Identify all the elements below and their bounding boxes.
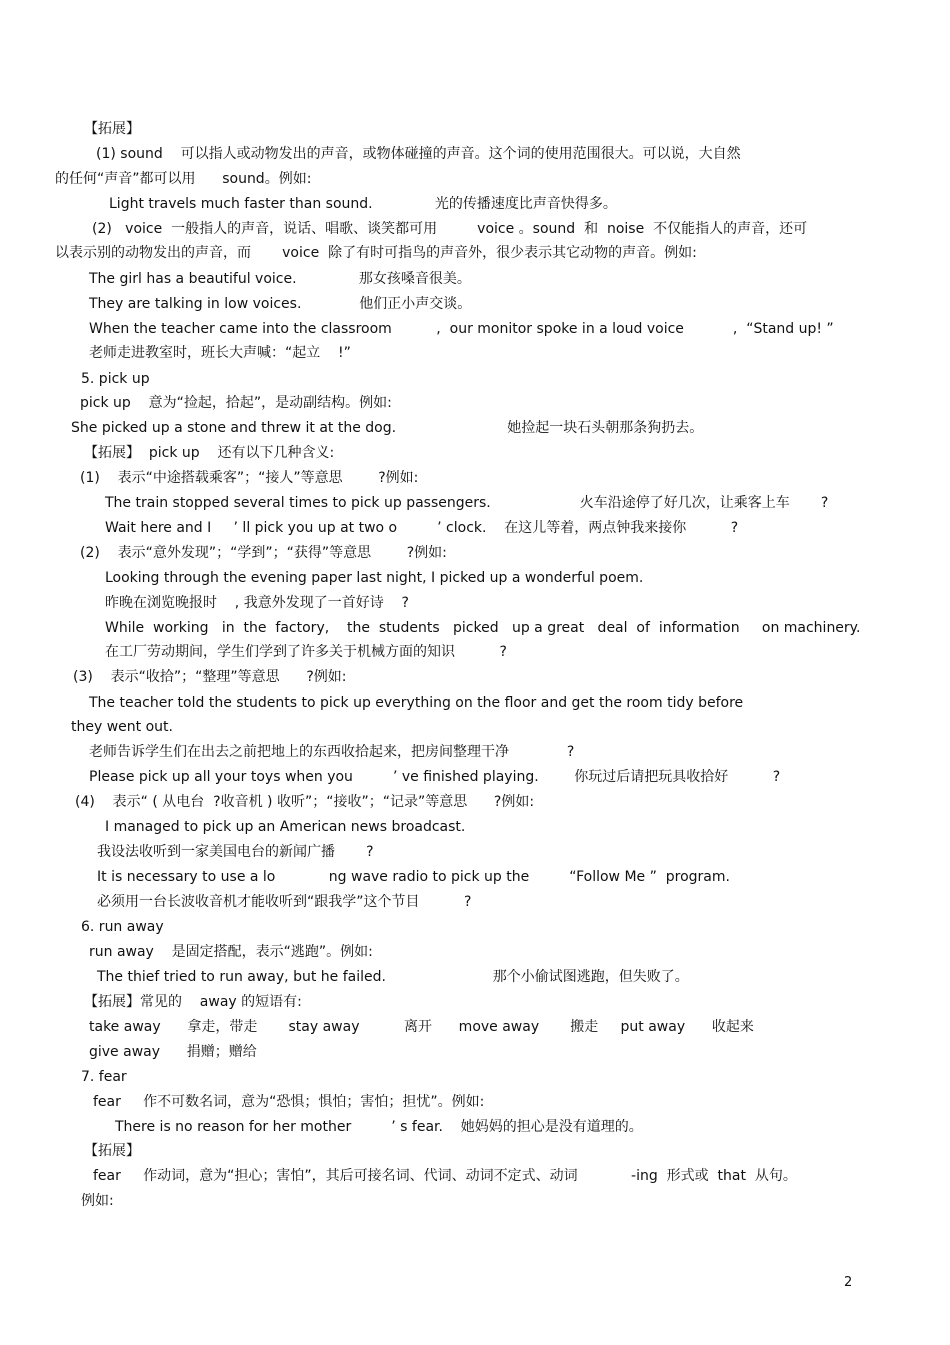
text-line: The girl has a beautiful voice. 那女孩嗓音很美。: [89, 271, 471, 287]
text-line: 例如:: [81, 1193, 114, 1209]
text-line: 7. fear: [81, 1069, 127, 1085]
text-line: (1) 表示“中途搭载乘客”；“接人”等意思 ?例如:: [80, 470, 419, 486]
text-line: they went out.: [71, 719, 173, 735]
text-line: 必须用一台长波收音机才能收听到“跟我学”这个节目 ?: [97, 894, 472, 910]
text-line: (1) sound 可以指人或动物发出的声音，或物体碰撞的声音。这个词的使用范围很大。可以说，大自然: [96, 146, 741, 162]
text-line: (3) 表示“收拾”；“整理”等意思 ?例如:: [73, 669, 347, 685]
text-line: 5. pick up: [81, 371, 150, 387]
text-line: The train stopped several times to pick up passengers. 火车沿途停了好几次，让乘客上车 ?: [105, 495, 829, 511]
text-line: 老师走进教室时，班长大声喊：“起立 !”: [89, 345, 351, 361]
text-line: 【拓展】常见的 away 的短语有:: [84, 994, 302, 1010]
text-line: They are talking in low voices. 他们正小声交谈。: [89, 296, 472, 312]
text-line: Light travels much faster than sound. 光的传播速度比声音快得多。: [109, 196, 617, 212]
text-line: (2) 表示“意外发现”；“学到”；“获得”等意思 ?例如:: [80, 545, 447, 561]
page-number: 2: [844, 1275, 853, 1290]
text-line: give away 捐赠；赠给: [89, 1044, 257, 1060]
text-line: When the teacher came into the classroom , our monitor spoke in a loud voice , “Stand up! ”: [89, 321, 834, 337]
text-line: (4) 表示“ ( 从电台 ?收音机 ) 收听”；“接收”；“记录”等意思 ?例如:: [75, 794, 535, 810]
text-line: It is necessary to use a lo ng wave radio to pick up the “Follow Me ” program.: [97, 869, 730, 885]
text-line: Looking through the evening paper last night, I picked up a wonderful poem.: [105, 570, 644, 586]
text-line: 老师告诉学生们在出去之前把地上的东西收拾起来，把房间整理干净 ?: [89, 744, 575, 760]
text-line: She picked up a stone and threw it at the dog. 她捡起一块石头朝那条狗扔去。: [71, 420, 704, 436]
text-line: 在工厂劳动期间，学生们学到了许多关于机械方面的知识 ?: [105, 644, 507, 660]
text-line: There is no reason for her mother ’ s fear. 她妈妈的担心是没有道理的。: [115, 1119, 643, 1135]
text-line: 【拓展】 pick up 还有以下几种含义:: [84, 445, 335, 461]
text-line: pick up 意为“捡起，拾起”，是动副结构。例如:: [80, 395, 392, 411]
text-line: 以表示别的动物发出的声音，而 voice 除了有时可指鸟的声音外，很少表示其它动物的声音。例如:: [55, 245, 697, 261]
text-line: The teacher told the students to pick up everything on the floor and get the room tidy before: [89, 695, 744, 711]
text-line: 昨晚在浏览晚报时 , 我意外发现了一首好诗 ?: [105, 595, 409, 611]
text-line: The thief tried to run away, but he failed. 那个小偷试图逃跑，但失败了。: [97, 969, 689, 985]
text-line: 【拓展】: [84, 1143, 140, 1159]
text-line: 6. run away: [81, 919, 164, 935]
text-line: Please pick up all your toys when you ’ ve finished playing. 你玩过后请把玩具收拾好 ?: [89, 769, 781, 785]
text-line: 【拓展】: [84, 121, 140, 137]
text-line: Wait here and I ’ ll pick you up at two o ’ clock. 在这儿等着，两点钟我来接你 ?: [105, 520, 739, 536]
text-line: (2) voice 一般指人的声音，说话、唱歌、谈笑都可用 voice 。sound 和 noise 不仅能指人的声音，还可: [92, 221, 808, 237]
text-line: I managed to pick up an American news broadcast.: [105, 819, 466, 835]
text-line: 我设法收听到一家美国电台的新闻广播 ?: [97, 844, 374, 860]
text-line: take away 拿走，带走 stay away 离开 move away 搬走 put away 收起来: [89, 1019, 754, 1035]
text-line: While working in the factory, the students picked up a great deal of information on machinery.: [105, 620, 861, 636]
text-line: fear 作不可数名词，意为“恐惧；惧怕；害怕；担忧”。例如:: [93, 1094, 485, 1110]
text-line: 的任何“声音”都可以用 sound。例如:: [55, 171, 312, 187]
text-line: run away 是固定搭配，表示“逃跑”。例如:: [89, 944, 373, 960]
text-line: fear 作动词，意为“担心；害怕”，其后可接名词、代词、动词不定式、动词 -ing 形式或 that 从句。: [93, 1168, 797, 1184]
